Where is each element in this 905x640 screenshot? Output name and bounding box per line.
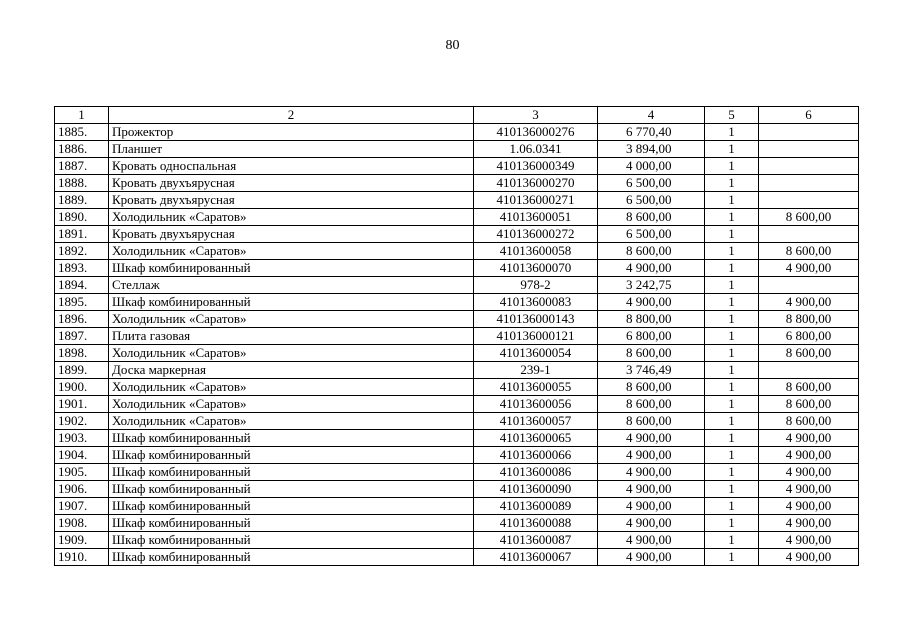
item-sum: 8 800,00 [759, 311, 859, 328]
table-row [55, 209, 859, 226]
item-sum: 4 900,00 [759, 498, 859, 515]
row-number: 1899. [55, 362, 109, 379]
inventory-code: 41013600088 [474, 515, 598, 532]
item-name: Кровать двухъярусная [109, 192, 474, 209]
table-row [55, 345, 859, 362]
inventory-code: 410136000271 [474, 192, 598, 209]
table-row [55, 430, 859, 447]
table-row [55, 158, 859, 175]
row-number: 1885. [55, 124, 109, 141]
item-quantity: 1 [705, 124, 759, 141]
item-quantity: 1 [705, 413, 759, 430]
item-quantity: 1 [705, 141, 759, 158]
row-number: 1892. [55, 243, 109, 260]
item-name: Холодильник «Саратов» [109, 396, 474, 413]
row-number: 1904. [55, 447, 109, 464]
item-sum: 4 900,00 [759, 464, 859, 481]
table-row [55, 379, 859, 396]
row-number: 1898. [55, 345, 109, 362]
item-quantity: 1 [705, 345, 759, 362]
row-number: 1906. [55, 481, 109, 498]
table-row [55, 447, 859, 464]
row-number: 1907. [55, 498, 109, 515]
item-sum: 8 600,00 [759, 209, 859, 226]
row-number: 1889. [55, 192, 109, 209]
item-quantity: 1 [705, 243, 759, 260]
item-quantity: 1 [705, 396, 759, 413]
item-price: 4 900,00 [598, 430, 705, 447]
item-price: 8 800,00 [598, 311, 705, 328]
item-name: Холодильник «Саратов» [109, 243, 474, 260]
item-price: 3 894,00 [598, 141, 705, 158]
row-number: 1905. [55, 464, 109, 481]
item-quantity: 1 [705, 379, 759, 396]
row-number: 1893. [55, 260, 109, 277]
item-sum [759, 192, 859, 209]
inventory-code: 41013600051 [474, 209, 598, 226]
item-quantity: 1 [705, 515, 759, 532]
item-sum: 4 900,00 [759, 294, 859, 311]
item-price: 3 746,49 [598, 362, 705, 379]
inventory-code: 41013600058 [474, 243, 598, 260]
header-cell-4: 4 [598, 107, 705, 124]
inventory-code: 410136000349 [474, 158, 598, 175]
item-sum: 8 600,00 [759, 413, 859, 430]
item-quantity: 1 [705, 362, 759, 379]
inventory-code: 41013600083 [474, 294, 598, 311]
row-number: 1888. [55, 175, 109, 192]
item-sum: 4 900,00 [759, 481, 859, 498]
item-name: Шкаф комбинированный [109, 532, 474, 549]
item-quantity: 1 [705, 532, 759, 549]
page-number: 80 [445, 38, 460, 53]
item-name: Кровать односпальная [109, 158, 474, 175]
item-name: Шкаф комбинированный [109, 447, 474, 464]
item-price: 8 600,00 [598, 209, 705, 226]
item-quantity: 1 [705, 549, 759, 566]
item-quantity: 1 [705, 430, 759, 447]
inventory-code: 41013600090 [474, 481, 598, 498]
table-row [55, 532, 859, 549]
item-sum [759, 362, 859, 379]
item-quantity: 1 [705, 464, 759, 481]
item-sum: 8 600,00 [759, 345, 859, 362]
item-price: 8 600,00 [598, 396, 705, 413]
item-sum: 8 600,00 [759, 396, 859, 413]
table-row [55, 515, 859, 532]
item-quantity: 1 [705, 328, 759, 345]
item-quantity: 1 [705, 175, 759, 192]
inventory-code: 410136000270 [474, 175, 598, 192]
item-name: Стеллаж [109, 277, 474, 294]
inventory-code: 410136000272 [474, 226, 598, 243]
item-price: 4 900,00 [598, 532, 705, 549]
header-cell-2: 2 [109, 107, 474, 124]
table-row [55, 141, 859, 158]
item-price: 8 600,00 [598, 379, 705, 396]
item-sum: 4 900,00 [759, 532, 859, 549]
row-number: 1886. [55, 141, 109, 158]
table-row [55, 498, 859, 515]
item-name: Кровать двухъярусная [109, 175, 474, 192]
header-cell-1: 1 [55, 107, 109, 124]
inventory-code: 41013600089 [474, 498, 598, 515]
item-name: Прожектор [109, 124, 474, 141]
item-price: 4 900,00 [598, 549, 705, 566]
item-sum: 4 900,00 [759, 515, 859, 532]
item-price: 4 900,00 [598, 464, 705, 481]
inventory-code: 41013600066 [474, 447, 598, 464]
item-sum: 6 800,00 [759, 328, 859, 345]
item-quantity: 1 [705, 447, 759, 464]
item-name: Холодильник «Саратов» [109, 379, 474, 396]
item-sum [759, 124, 859, 141]
table-row [55, 226, 859, 243]
table-row [55, 481, 859, 498]
item-quantity: 1 [705, 481, 759, 498]
item-name: Планшет [109, 141, 474, 158]
row-number: 1902. [55, 413, 109, 430]
table-row [55, 549, 859, 566]
item-name: Шкаф комбинированный [109, 430, 474, 447]
item-sum: 8 600,00 [759, 379, 859, 396]
row-number: 1910. [55, 549, 109, 566]
item-price: 4 900,00 [598, 498, 705, 515]
item-sum [759, 175, 859, 192]
row-number: 1894. [55, 277, 109, 294]
table-body [55, 107, 859, 566]
item-name: Холодильник «Саратов» [109, 209, 474, 226]
table-row [55, 243, 859, 260]
item-sum: 4 900,00 [759, 549, 859, 566]
table-row [55, 413, 859, 430]
table-header-row [55, 107, 859, 124]
item-price: 6 500,00 [598, 175, 705, 192]
header-cell-3: 3 [474, 107, 598, 124]
row-number: 1903. [55, 430, 109, 447]
row-number: 1909. [55, 532, 109, 549]
inventory-code: 41013600057 [474, 413, 598, 430]
table-row [55, 311, 859, 328]
inventory-code: 410136000121 [474, 328, 598, 345]
inventory-code: 41013600070 [474, 260, 598, 277]
row-number: 1901. [55, 396, 109, 413]
item-sum [759, 277, 859, 294]
item-price: 4 900,00 [598, 260, 705, 277]
inventory-code: 41013600067 [474, 549, 598, 566]
row-number: 1895. [55, 294, 109, 311]
item-quantity: 1 [705, 158, 759, 175]
item-sum [759, 226, 859, 243]
inventory-code: 978-2 [474, 277, 598, 294]
item-sum [759, 158, 859, 175]
item-price: 3 242,75 [598, 277, 705, 294]
table-row [55, 396, 859, 413]
item-name: Доска маркерная [109, 362, 474, 379]
item-sum [759, 141, 859, 158]
item-name: Шкаф комбинированный [109, 260, 474, 277]
inventory-table [54, 106, 859, 566]
item-sum: 4 900,00 [759, 260, 859, 277]
item-quantity: 1 [705, 311, 759, 328]
item-price: 6 770,40 [598, 124, 705, 141]
inventory-code: 410136000143 [474, 311, 598, 328]
item-name: Кровать двухъярусная [109, 226, 474, 243]
item-quantity: 1 [705, 192, 759, 209]
item-name: Шкаф комбинированный [109, 464, 474, 481]
inventory-code: 41013600086 [474, 464, 598, 481]
row-number: 1896. [55, 311, 109, 328]
inventory-code: 41013600087 [474, 532, 598, 549]
row-number: 1897. [55, 328, 109, 345]
item-sum: 8 600,00 [759, 243, 859, 260]
table-row [55, 192, 859, 209]
inventory-code: 41013600056 [474, 396, 598, 413]
item-name: Шкаф комбинированный [109, 498, 474, 515]
header-cell-5: 5 [705, 107, 759, 124]
item-name: Холодильник «Саратов» [109, 345, 474, 362]
item-price: 6 800,00 [598, 328, 705, 345]
inventory-code: 41013600055 [474, 379, 598, 396]
table-row [55, 124, 859, 141]
item-price: 4 900,00 [598, 481, 705, 498]
item-name: Холодильник «Саратов» [109, 311, 474, 328]
table-row [55, 362, 859, 379]
item-name: Плита газовая [109, 328, 474, 345]
item-name: Шкаф комбинированный [109, 481, 474, 498]
inventory-code: 410136000276 [474, 124, 598, 141]
item-quantity: 1 [705, 498, 759, 515]
item-price: 4 900,00 [598, 447, 705, 464]
inventory-code: 41013600065 [474, 430, 598, 447]
item-price: 8 600,00 [598, 413, 705, 430]
inventory-code: 1.06.0341 [474, 141, 598, 158]
table-row [55, 328, 859, 345]
row-number: 1891. [55, 226, 109, 243]
item-name: Шкаф комбинированный [109, 515, 474, 532]
item-price: 6 500,00 [598, 192, 705, 209]
item-price: 4 900,00 [598, 515, 705, 532]
item-name: Шкаф комбинированный [109, 294, 474, 311]
item-quantity: 1 [705, 209, 759, 226]
table-row [55, 175, 859, 192]
row-number: 1890. [55, 209, 109, 226]
table-row [55, 294, 859, 311]
item-quantity: 1 [705, 226, 759, 243]
header-cell-6: 6 [759, 107, 859, 124]
item-quantity: 1 [705, 277, 759, 294]
item-price: 4 000,00 [598, 158, 705, 175]
item-quantity: 1 [705, 260, 759, 277]
inventory-code: 41013600054 [474, 345, 598, 362]
item-price: 6 500,00 [598, 226, 705, 243]
item-price: 8 600,00 [598, 243, 705, 260]
item-sum: 4 900,00 [759, 430, 859, 447]
item-price: 4 900,00 [598, 294, 705, 311]
table-row [55, 260, 859, 277]
item-quantity: 1 [705, 294, 759, 311]
row-number: 1887. [55, 158, 109, 175]
table-row [55, 277, 859, 294]
item-name: Холодильник «Саратов» [109, 413, 474, 430]
row-number: 1908. [55, 515, 109, 532]
row-number: 1900. [55, 379, 109, 396]
item-price: 8 600,00 [598, 345, 705, 362]
table-row [55, 464, 859, 481]
item-sum: 4 900,00 [759, 447, 859, 464]
item-name: Шкаф комбинированный [109, 549, 474, 566]
inventory-code: 239-1 [474, 362, 598, 379]
